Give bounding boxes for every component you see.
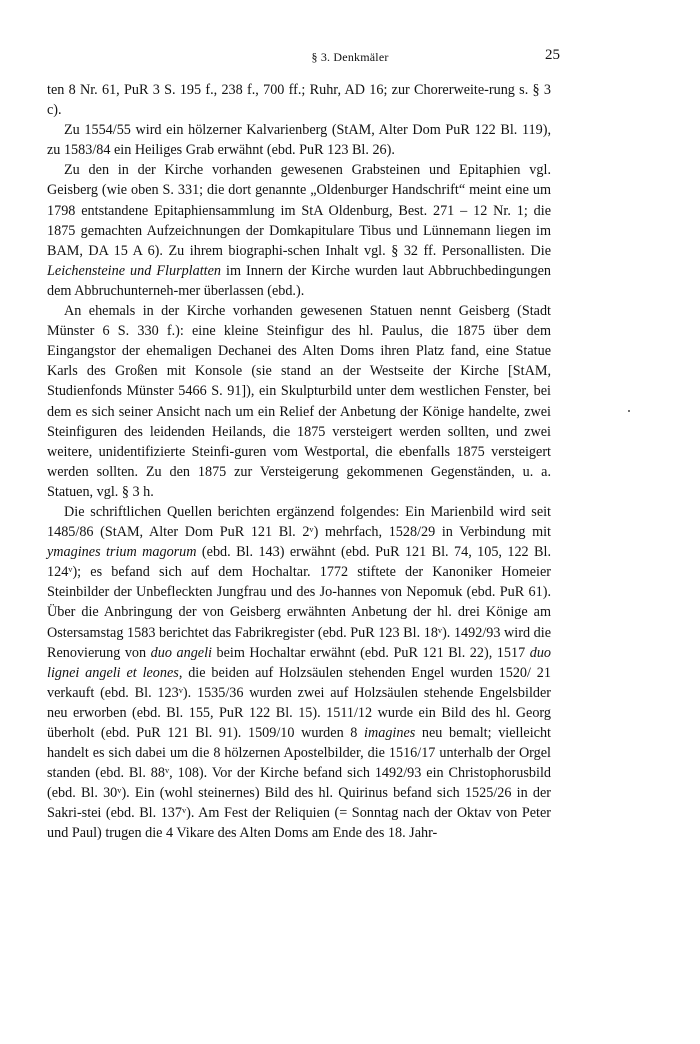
paragraph: [47, 80, 551, 120]
text-run: Zu den in der Kirche vorhanden gewesenen Grabsteinen und Epitaphien vgl. Geisberg (wie oben S. 331; die dort genannte „Oldenburger Handschrift“ meint eine um 1798 entstandene Epitaphiensammlung im StA Oldenburg, Best. 271 – 12 Nr. 1; die 1875 gemachten Aufzeichnungen der Domkapitulare Tibus und Lünnemann liegen im BAM, DA 15 A 6). Zu ihrem biographi-schen Inhalt vgl. § 32 ff. Personallisten. Die: [47, 162, 551, 259]
italic-text: imagines: [364, 725, 416, 741]
text-run: Die schriftlichen Quellen berichten ergänzend folgendes: Ein Marienbild wird seit 1485/86 (StAM, Alter Dom PuR 121 Bl. 2ᵛ) mehrfach, 1528/29 in Verbindung mit: [47, 503, 551, 541]
italic-text: duo angeli: [150, 644, 212, 661]
italic-text: duo lignei angeli et leones: [47, 644, 551, 681]
margin-mark: [628, 410, 630, 412]
running-head: § 3. Denkmäler: [311, 50, 389, 64]
text-run: An ehemals in der Kirche vorhanden gewesenen Statuen nennt Geisberg (Stadt Münster 6 S. 330 f.): eine kleine Steinfigur des hl. Paulus, die 1875 über dem Eingangstor der ehemaligen Dechanei des Alten Doms ihren Platz fand, eine Statue Karls des Großen mit Konsole (sie stand an der Westseite der Kirche [StAM, Studienfonds Münster 5466 S. 91]), ein Skulpturbild unter dem westlichen Fenster, bei dem es sich seiner Ansicht nach um ein Relief der Anbetung der Könige handelte, zwei Steinfiguren des leidenden Heilands, die 1875 versteigert werden sollten, und zwei weitere, unidentifizierte Steinfi-guren vom Westportal, die ebenfalls 1875 versteigert werden sollten. Zu den 1875 zur Versteigerung gekommenen Gegenständen, u. a. Statuen, vgl. § 3 h.: [47, 303, 551, 500]
paragraph: [47, 301, 551, 502]
page-number: 25: [545, 47, 560, 63]
text-run: beim Hochaltar erwähnt (ebd. PuR 121 Bl. 22), 1517: [211, 644, 530, 661]
paragraph: [47, 502, 551, 844]
italic-text: ymagines trium magorum: [47, 544, 197, 561]
text-run: (ebd. Bl. 143) erwähnt (ebd. PuR 121 Bl. 74, 105, 122 Bl. 124ᵛ); es befand sich auf dem Hochaltar. 1772 stiftete der Kanoniker Homeier Steinbilder der Unbefleckten Jungfrau und des Jo-hannes von Nepomuk (ebd. PuR 61). Über die Anbringung der von Geisberg erwähnten Anbetung der hl. drei Könige am Ostersamstag 1583 berichtet das Fabrikregister (ebd. PuR 123 Bl. 18ᵛ). 1492/93 wird die Renovierung von: [47, 544, 552, 661]
text-run: , die beiden auf Holzsäulen stehenden Engel wurden 1520/ 21 verkauft (ebd. Bl. 123ᵛ). 1535/36 wurden zwei auf Holzsäulen stehende Engelsbilder neu erworben (ebd. Bl. 155, PuR 122 Bl. 15). 1511/12 wurde ein Bild des hl. Georg überholt (ebd. PuR 121 Bl. 91). 1509/10 wurden 8: [47, 664, 551, 741]
text-run: neu bemalt; vielleicht handelt es sich dabei um die 8 hölzernen Apostelbilder, die 1516/17 unterhalb der Orgel standen (ebd. Bl. 88ᵛ, 108). Vor der Kirche befand sich 1492/93 ein Christophorusbild (ebd. Bl. 30ᵛ). Ein (wohl steinernes) Bild des hl. Quirinus befand sich 1525/26 in der Sakri-stei (ebd. Bl. 137ᵛ). Am Fest der Reliquien (= Sonntag nach der Oktav von Peter und Paul) trugen die 4 Vikare des Alten Doms am Ende des 18. Jahr-: [47, 725, 551, 842]
italic-text: Leichensteine und Flurplatten: [47, 262, 221, 279]
text-run: im Innern der Kirche wurden laut Abbruchbedingungen dem Abbruchunterneh-mer überlassen (ebd.).: [47, 262, 551, 299]
body-text: [47, 80, 551, 844]
paragraph: [47, 120, 551, 160]
text-run: Zu 1554/55 wird ein hölzerner Kalvarienberg (StAM, Alter Dom PuR 122 Bl. 119), zu 1583/84 ein Heiliges Grab erwähnt (ebd. PuR 123 Bl. 26).: [47, 122, 551, 159]
paragraph: [47, 160, 551, 301]
text-run: ten 8 Nr. 61, PuR 3 S. 195 f., 238 f., 700 ff.; Ruhr, AD 16; zur Chorerweite-rung s. § 3 c).: [47, 82, 551, 119]
